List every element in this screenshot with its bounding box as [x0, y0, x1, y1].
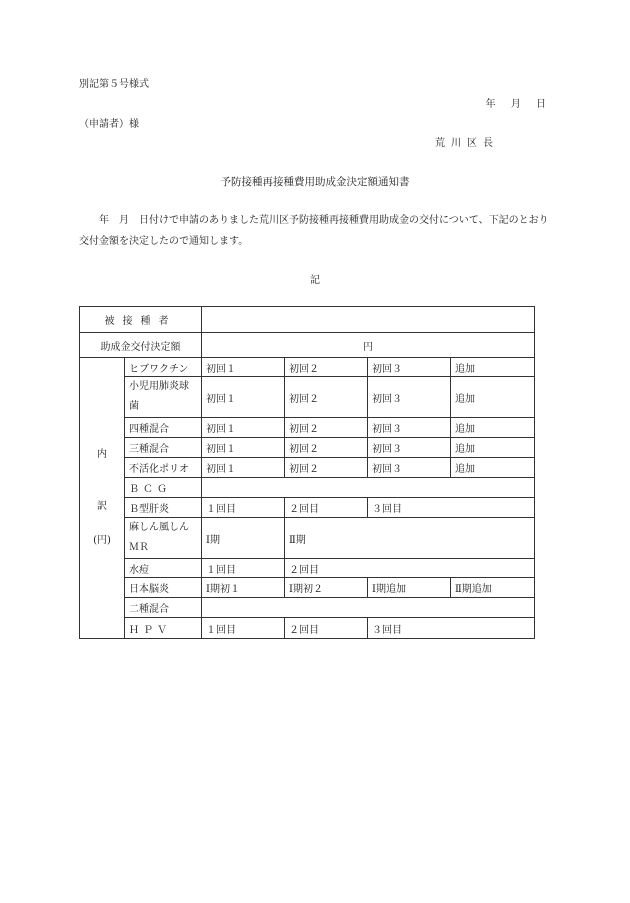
dose-cell[interactable]: 初回２ [285, 458, 368, 478]
date-year: 年 [485, 99, 496, 110]
dose-cell[interactable] [202, 478, 535, 498]
dose-cell[interactable]: ２回目 [285, 559, 535, 578]
vaccine-name: 四種混合 [125, 418, 202, 438]
dose-cell[interactable]: 追加 [451, 358, 535, 377]
decision-table [79, 306, 535, 639]
vaccine-name: 日本脳炎 [125, 578, 202, 598]
breakdown-body [80, 358, 535, 639]
breakdown-label-2: 訳 [97, 501, 107, 512]
dose-cell[interactable]: 初回１ [202, 418, 285, 438]
dose-cell[interactable]: 初回３ [368, 438, 451, 458]
vaccine-name: 三種混合 [125, 438, 202, 458]
recipient-value[interactable] [202, 307, 535, 333]
breakdown-label [80, 358, 125, 639]
dose-cell[interactable]: １回目 [202, 559, 285, 578]
vaccine-name: 不活化ポリオ [125, 458, 202, 478]
vaccine-name: 麻しん風しんＭＲ [125, 518, 202, 559]
recipient-row [80, 307, 535, 333]
dose-cell[interactable]: ２回目 [285, 498, 368, 518]
table-row [80, 559, 535, 578]
form-number: 別記第５号様式 [79, 79, 149, 90]
vaccine-name: ヒブワクチン [125, 358, 202, 377]
amount-unit[interactable]: 円 [202, 333, 535, 358]
dose-cell[interactable]: 追加 [451, 418, 535, 438]
dose-cell[interactable]: ３回目 [368, 618, 535, 639]
body-text [79, 210, 549, 252]
dose-cell[interactable] [202, 598, 535, 618]
ki-heading: 記 [310, 275, 320, 286]
dose-cell[interactable]: 追加 [451, 438, 535, 458]
dose-cell[interactable]: １回目 [202, 498, 285, 518]
vaccine-name: 二種混合 [125, 598, 202, 618]
dose-cell[interactable]: Ⅰ期追加 [368, 578, 451, 598]
dose-cell[interactable]: １回目 [202, 618, 285, 639]
dose-cell[interactable]: Ⅰ期初２ [285, 578, 368, 598]
dose-cell[interactable]: 追加 [451, 458, 535, 478]
amount-row [80, 333, 535, 358]
vaccine-name: Ｂ型肝炎 [125, 498, 202, 518]
breakdown-label-3: (円) [93, 535, 111, 546]
dose-cell[interactable]: Ⅰ期初１ [202, 578, 285, 598]
vaccine-name: 水痘 [125, 559, 202, 578]
dose-cell[interactable]: 初回１ [202, 358, 285, 377]
table-row [80, 518, 535, 559]
table-row [80, 498, 535, 518]
dose-cell[interactable]: 初回１ [202, 458, 285, 478]
table-row [80, 358, 535, 377]
vaccine-name: 小児用肺炎球菌 [125, 377, 202, 418]
amount-label: 助成金交付決定額 [80, 333, 202, 358]
dose-cell[interactable]: Ⅰ期 [202, 518, 285, 559]
dose-cell[interactable]: 初回２ [285, 438, 368, 458]
dose-cell[interactable]: ２回目 [285, 618, 368, 639]
dose-cell[interactable]: 初回３ [368, 358, 451, 377]
table-row [80, 377, 535, 418]
table-row [80, 458, 535, 478]
dose-cell[interactable]: 初回２ [285, 377, 368, 418]
dose-cell[interactable]: Ⅱ期追加 [451, 578, 535, 598]
dose-cell[interactable]: 初回３ [368, 377, 451, 418]
dose-cell[interactable]: 初回２ [285, 418, 368, 438]
dose-cell[interactable]: 初回３ [368, 458, 451, 478]
issuer-name: 荒川区長 [435, 138, 499, 149]
breakdown-label-1: 内 [97, 449, 107, 460]
dose-cell[interactable]: 初回２ [285, 358, 368, 377]
recipient-line: （申請者）様 [79, 119, 139, 130]
table-row [80, 478, 535, 498]
dose-cell[interactable]: 初回１ [202, 438, 285, 458]
table-row [80, 578, 535, 598]
date-line [486, 95, 546, 110]
table-row [80, 438, 535, 458]
dose-cell[interactable]: 初回１ [202, 377, 285, 418]
document-title: 予防接種再接種費用助成金決定額通知書 [220, 176, 410, 188]
dose-cell[interactable]: 初回３ [368, 418, 451, 438]
vaccine-name: ＢＣＧ [125, 478, 202, 498]
table-row [80, 598, 535, 618]
vaccine-name: ＨＰＶ [125, 618, 202, 639]
table-row [80, 618, 535, 639]
table-row [80, 418, 535, 438]
date-day: 日 [536, 99, 546, 110]
body-paragraph: 年 月 日付けで申請のありました荒川区予防接種再接種費用助成金の交付について、下記のとおり交付金額を決定したので通知します。 [79, 215, 549, 247]
dose-cell[interactable]: 追加 [451, 377, 535, 418]
recipient-label: 被接種者 [80, 307, 202, 333]
date-month: 月 [510, 99, 521, 110]
dose-cell[interactable]: Ⅱ期 [285, 518, 535, 559]
dose-cell[interactable]: ３回目 [368, 498, 535, 518]
